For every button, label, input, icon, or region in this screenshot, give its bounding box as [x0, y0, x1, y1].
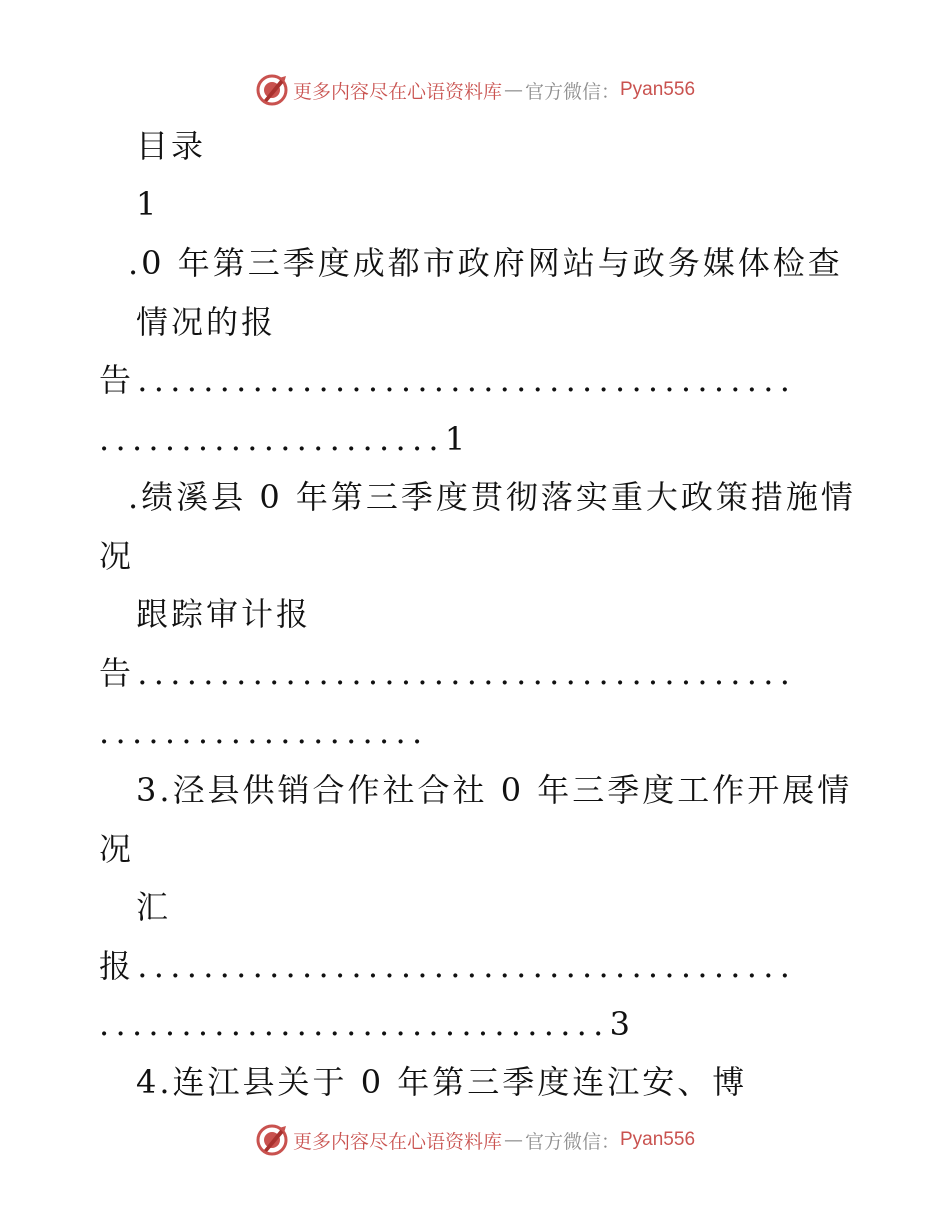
- banner-label: 官方微信：: [524, 80, 620, 103]
- banner-separator: —: [503, 79, 523, 101]
- banner-title: 更多内容尽在心语资料库: [292, 80, 502, 103]
- watermark-banner-top: [0, 70, 950, 110]
- toc-entry1-number: 1: [136, 185, 160, 223]
- toc-entry2-title-line3: 跟踪审计报: [136, 595, 312, 633]
- banner-account: Pyan556: [620, 1129, 696, 1150]
- toc-entry4-title-line1: 4.连江县关于 0 年第三季度连江安、博: [136, 1063, 748, 1101]
- toc-entry1-leader-line2: .....................1: [99, 420, 472, 458]
- toc-entry1-leader-line1: 告........................................: [99, 361, 797, 399]
- quill-logo-icon: [255, 73, 289, 107]
- banner-title: 更多内容尽在心语资料库: [292, 1130, 502, 1153]
- quill-logo-icon: [255, 1123, 289, 1157]
- toc-entry3-title-line1: 3.泾县供销合作社合社 0 年三季度工作开展情: [136, 771, 853, 809]
- toc-heading: 目录: [136, 127, 207, 165]
- toc-entry2-leader-line1: 告........................................: [99, 654, 797, 692]
- toc-entry2-title-line2: 况: [99, 537, 135, 575]
- toc-entry1-title-line2: 情况的报: [136, 303, 277, 341]
- toc-entry2-leader-line2: ....................: [99, 713, 429, 751]
- toc-entry3-title-line2: 况: [99, 830, 135, 868]
- toc-entry3-leader-line1: 报........................................: [99, 947, 797, 985]
- toc-entry3-title-line3: 汇: [136, 888, 172, 926]
- banner-label: 官方微信：: [524, 1130, 620, 1153]
- watermark-banner-bottom: [0, 1120, 950, 1160]
- toc-entry2-title-line1: .绩溪县 0 年第三季度贯彻落实重大政策措施情: [128, 478, 856, 516]
- banner-account: Pyan556: [620, 79, 696, 100]
- banner-separator: —: [503, 1129, 523, 1151]
- toc-entry3-leader-line2: ...............................3: [99, 1005, 637, 1043]
- toc-entry1-title-line1: .0 年第三季度成都市政府网站与政务媒体检查: [128, 244, 843, 282]
